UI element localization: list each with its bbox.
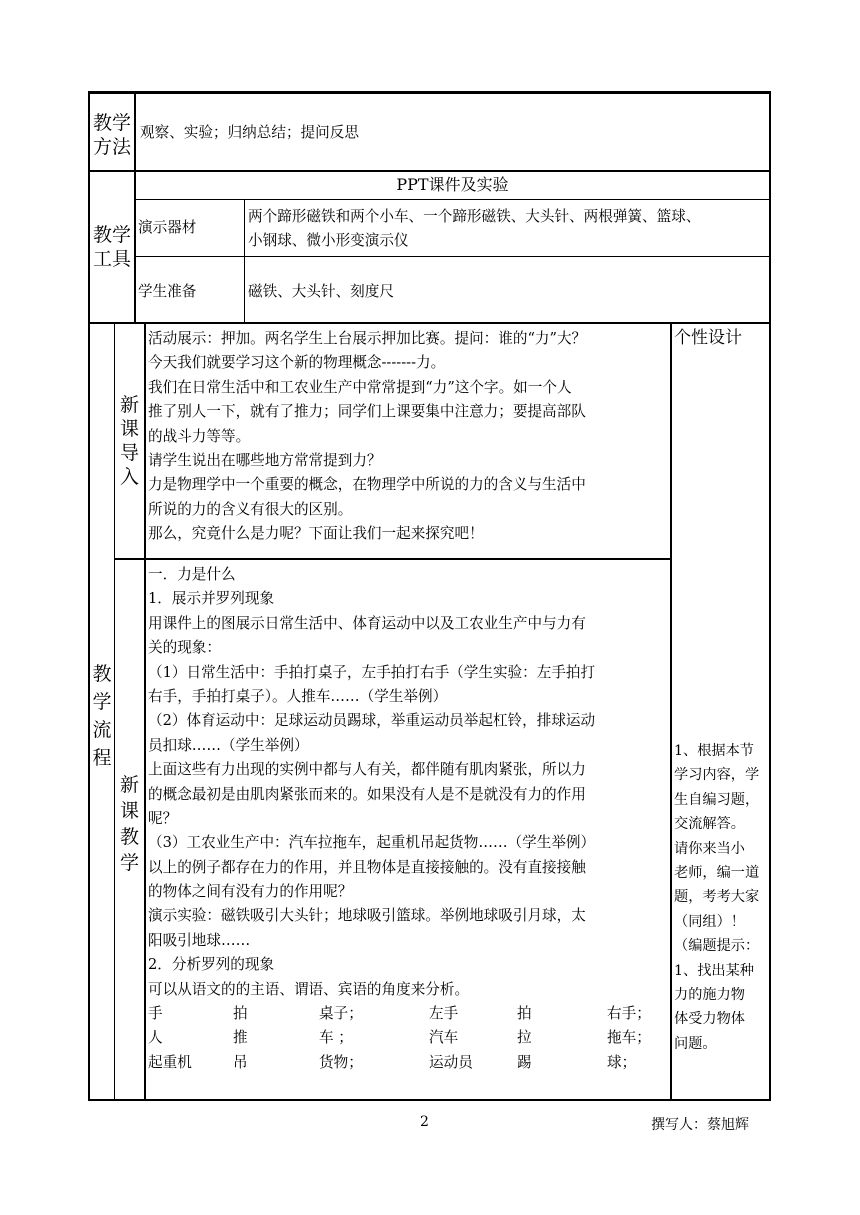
analysis-row: 起重机 吊 货物； 运动员 踢 球； — [148, 1053, 637, 1071]
student-prep-label: 学生准备 — [138, 283, 197, 300]
analysis-row: 人 推 车 ； 汽车 拉 拖车； — [148, 1029, 651, 1047]
tools-header: PPT课件及实验 — [396, 175, 509, 194]
demo-equipment-content: 两个蹄形磁铁和两个小车、一个蹄形磁铁、大头针、两根弹簧、篮球、 小钢球、微小形变演示仪 — [248, 208, 701, 250]
author-credit: 撰写人：蔡旭辉 — [651, 1117, 749, 1133]
intro-label: 新课导入 — [119, 394, 139, 488]
demo-equipment-label: 演示器材 — [138, 219, 197, 236]
new-lesson-label: 新课教学 — [119, 774, 139, 874]
student-prep-content: 磁铁、大头针、刻度尺 — [248, 283, 394, 300]
personal-design-title: 个性设计 — [674, 328, 742, 348]
flow-label: 教学流程 — [92, 663, 112, 769]
method-label: 教学方法 — [93, 112, 132, 158]
personal-design-content: 1、根据本节 学习内容，学 生自编习题， 交流解答。 请你来当小 老师，编一道 题，考考大家 （同组）！ （编题提示： 1、找出某种 力的施力物 体受力物体 问题。 — [674, 743, 760, 1052]
page-number: 2 — [420, 1114, 429, 1130]
tools-label: 教学工具 — [93, 224, 132, 270]
analysis-row: 手 拍 桌子； 左手 拍 右手； — [148, 1005, 651, 1023]
method-content: 观察、实验；归纳总结；提问反思 — [140, 124, 359, 141]
new-lesson-content: 一．力是什么 1．展示并罗列现象 用课件上的图展示日常生活中、体育运动中以及工农业生产中与力有 关的现象： （1）日常生活中：手拍打桌子，左手拍打右手（学生实验：左手拍打 右手，手拍打桌子）。人推车……（学生举例） （2）体育运动中：足球运动员踢球，举重运动员举起杠铃，排球运动 员扣球……（学生举例） 上面这些有力出现的实例中都与人有关，都伴随有肌肉紧张，所以力 的概念最初是由肌肉紧张而来的。如果没有人是不是就没有力的作用 呢？ （3）工农业生产中：汽车拉拖车，起重机吊起货物……（学生举例） 以上的例子都存在力的作用，并且物体是直接接触的。没有直接接触 的物体之间有没有力的作用呢？ 演示实验：磁铁吸引大头针；地球吸引篮球。举例地球吸引月球，太 阳吸引地球…… 2．分析罗列的现象 可以从语文的的主语、谓语、宾语的角度来分析。 手 拍 桌子； 左手 拍 右手； 人 推 车 ； 汽车 拉 拖车； 起重机 吊 货物； 运动员 踢 球； — [148, 563, 670, 1075]
intro-content: 活动展示：押加。两名学生上台展示押加比赛。提问：谁的“力”大？ 今天我们就要学习这个新的物理概念-------力。 我们在日常生活中和工农业生产中常常提到“力”这个字。如一个人 推了别人一下，就有了推力；同学们上课要集中注意力；要提高部队 的战斗力等等。 请学生说出在哪些地方常常提到力？ 力是物理学中一个重要的概念，在物理学中所说的力的含义与生活中 所说的力的含义有很大的区别。 那么，究竟什么是力呢？下面让我们一起来探究吧！ — [148, 330, 587, 543]
